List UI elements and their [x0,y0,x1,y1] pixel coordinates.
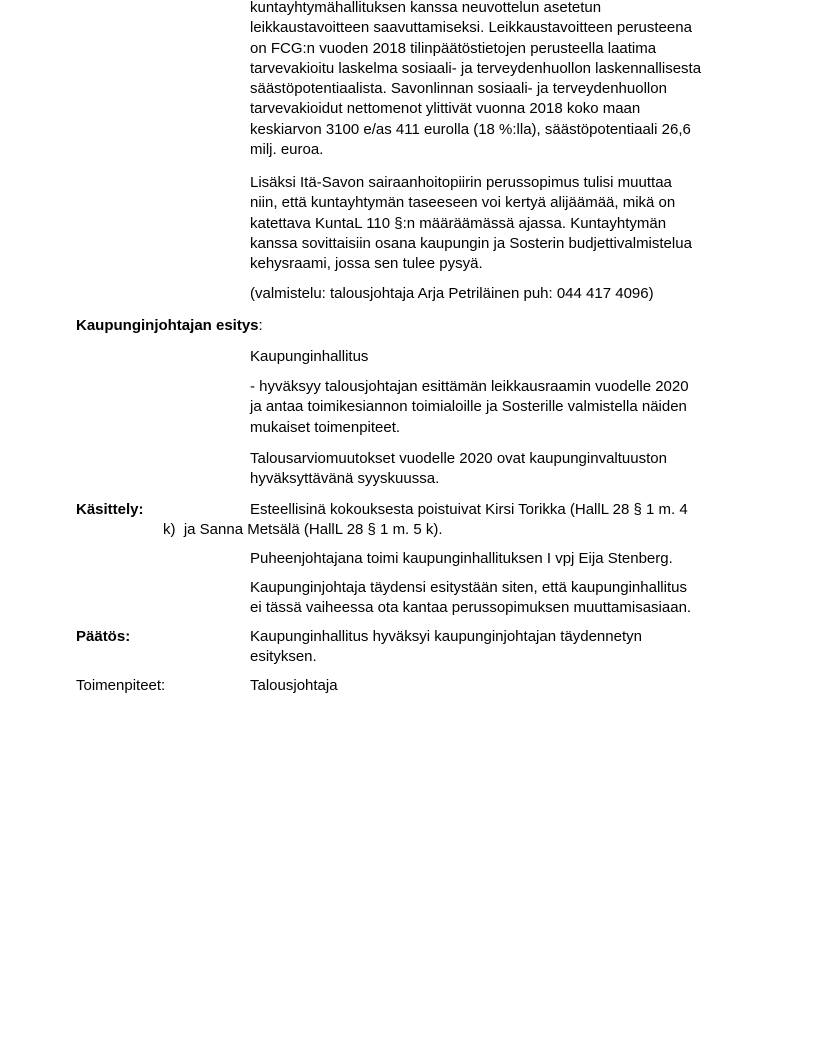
text-line: esityksen. [250,648,317,666]
text-line: säästöpotentiaalista. Savonlinnan sosiaali- ja terveydenhuollon [250,80,667,98]
taydensi-paragraph [250,578,740,619]
text-line: leikkaustavoitteen saavuttamiseksi. Leikkaustavoitteen perusteena [250,19,692,37]
text-line: Kaupunginhallitus hyväksyi kaupunginjohtajan täydennetyn [250,628,642,645]
text-line: milj. euroa. [250,141,324,159]
text-line: Lisäksi Itä-Savon sairaanhoitopiirin perussopimus tulisi muuttaa [250,174,672,191]
text-line: tarvevakioitu laskelma sosiaali- ja terveydenhuollon laskennallisesta [250,59,702,77]
toimenpiteet-label: Toimenpiteet: [76,677,166,694]
puheenjohtaja-line: Puheenjohtajana toimi kaupunginhallituksen I vpj Eija Stenberg. [250,550,673,567]
esitys-heading-colon: : [258,317,263,334]
esitys-heading [76,316,263,336]
paatos-label: Päätös: [76,628,131,645]
kasittely-label: Käsittely: [76,501,144,518]
text-line: Kaupunginjohtaja täydensi esitystään siten, että kaupunginhallitus [250,579,687,596]
text-line: Talousarviomuutokset vuodelle 2020 ovat kaupunginvaltuuston [250,450,667,467]
paatos-paragraph [250,627,740,668]
kasittely-line-1: Esteellisinä kokouksesta poistuivat Kirsi Torikka (HallL 28 § 1 m. 4 [250,501,688,518]
kaupunginhallitus-line: Kaupunginhallitus [250,348,369,365]
text-line: tarvevakioidut nettomenot ylittivät vuonna 2018 koko maan [250,100,641,118]
text-line: on FCG:n vuoden 2018 tilinpäätöstietojen perusteella laatima [250,39,657,57]
esitys-item [250,377,740,438]
text-line: keskiarvon 3100 e/as 411 eurolla (18 %:lla), säästöpotentiaali 26,6 [250,120,691,138]
kasittely-line-2: k) ja Sanna Metsälä (HallL 28 § 1 m. 5 k). [163,521,443,538]
toimenpiteet-value: Talousjohtaja [250,677,338,694]
text-line: mukaiset toimenpiteet. [250,418,401,436]
text-line: katettava KuntaL 110 §:n määräämässä ajassa. Kuntayhtymän [250,214,667,232]
text-line: kehysraami, jossa sen tulee pysyä. [250,255,483,273]
talousarvio-paragraph [250,449,740,490]
text-line: ja antaa toimikesiannon toimialoille ja Sosterille valmistella näiden [250,398,687,416]
text-line: hyväksyttävänä syyskuussa. [250,470,440,488]
text-line: kanssa sovittaisiin osana kaupungin ja Sosterin budjettivalmistelua [250,234,692,252]
esitys-heading-bold: Kaupunginjohtajan esitys [76,317,259,334]
text-line: niin, että kuntayhtymän taseeseen voi kertyä alijäämää, mikä on [250,194,676,212]
valmistelu-note: (valmistelu: talousjohtaja Arja Petriläinen puh: 044 417 4096) [250,285,654,302]
text-line: kuntayhtymähallituksen kanssa neuvottelun asetetun [250,0,602,16]
intro-paragraph [250,0,740,160]
text-line: ei tässä vaiheessa ota kantaa perussopimuksen muuttamisasiaan. [250,599,692,617]
lisaksi-paragraph [250,173,740,274]
text-line: - hyväksyy talousjohtajan esittämän leikkausraamin vuodelle 2020 [250,378,689,395]
